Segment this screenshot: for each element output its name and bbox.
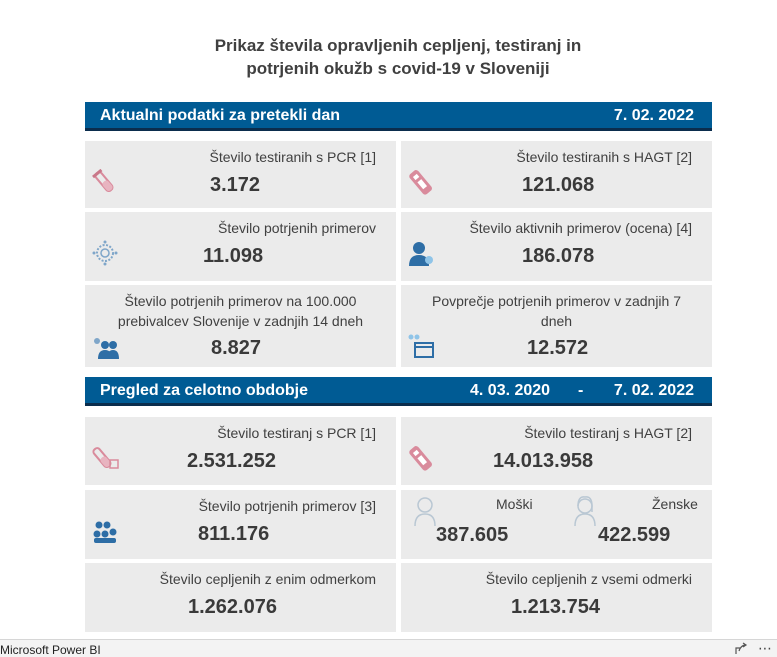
virus-icon bbox=[91, 240, 119, 266]
female-icon bbox=[573, 496, 597, 526]
card-hagt-tested[interactable] bbox=[401, 141, 712, 208]
card-value: 3.172 bbox=[210, 174, 261, 196]
section-date: 7. 02. 2022 bbox=[613, 107, 694, 124]
card-label bbox=[95, 291, 386, 331]
title-line-2: potrjenih okužb s covid-19 v Sloveniji bbox=[246, 59, 550, 78]
section-date-to: 7. 02. 2022 bbox=[613, 382, 694, 399]
card-label-line-2: prebivalcev Slovenije v zadnjih 14 dneh bbox=[117, 313, 364, 329]
card-label-line-2: dneh bbox=[540, 313, 573, 329]
test-tube-icon bbox=[91, 445, 119, 471]
card-value: 121.068 bbox=[522, 174, 595, 196]
group-icon bbox=[91, 335, 119, 361]
card-value: 811.176 bbox=[198, 523, 270, 545]
female-value: 422.599 bbox=[598, 524, 671, 546]
card-value: 11.098 bbox=[203, 245, 264, 267]
card-label: Število testiranj s HAGT [2] bbox=[524, 425, 692, 441]
card-label: Število cepljenih z vsemi odmerki bbox=[485, 571, 692, 587]
report-title bbox=[80, 34, 716, 80]
card-value: 8.827 bbox=[211, 337, 262, 359]
card-label: Število testiranj s PCR [1] bbox=[217, 425, 376, 441]
card-label bbox=[411, 291, 702, 331]
more-options-icon[interactable]: ⋯ bbox=[758, 640, 772, 656]
male-label: Moški bbox=[496, 496, 533, 512]
card-label: Število testiranih s HAGT [2] bbox=[516, 149, 692, 165]
card-label: Število testiranih s PCR [1] bbox=[209, 149, 376, 165]
card-cases-per-100k[interactable] bbox=[85, 285, 396, 367]
card-value: 14.013.958 bbox=[493, 450, 594, 472]
card-label: Število cepljenih z enim odmerkom bbox=[159, 571, 376, 587]
card-total-confirmed[interactable] bbox=[85, 490, 396, 559]
card-value: 2.531.252 bbox=[187, 450, 276, 472]
section-full-period-header bbox=[85, 377, 712, 406]
card-confirmed-cases[interactable] bbox=[85, 212, 396, 281]
section-date-dash: - bbox=[578, 382, 584, 399]
powerbi-footer-bar bbox=[0, 639, 777, 657]
title-line-1: Prikaz števila opravljenih cepljenj, testiranj in bbox=[214, 36, 582, 55]
powerbi-link[interactable]: Microsoft Power BI bbox=[0, 643, 101, 657]
calendar-icon bbox=[407, 333, 435, 359]
test-tube-icon bbox=[91, 169, 119, 195]
card-label: Število potrjenih primerov [3] bbox=[198, 498, 376, 514]
section-label: Aktualni podatki za pretekli dan bbox=[100, 107, 341, 124]
report-canvas bbox=[80, 14, 716, 634]
card-value: 12.572 bbox=[527, 337, 589, 359]
section-date-from: 4. 03. 2020 bbox=[470, 382, 551, 399]
card-total-pcr[interactable] bbox=[85, 417, 396, 485]
rapid-test-icon bbox=[407, 169, 435, 195]
person-icon bbox=[407, 240, 435, 266]
male-value: 387.605 bbox=[436, 524, 509, 546]
group-icon bbox=[91, 518, 119, 544]
card-value: 186.078 bbox=[522, 245, 595, 267]
card-vaccinated-one-dose[interactable] bbox=[85, 563, 396, 632]
section-label: Pregled za celotno obdobje bbox=[100, 382, 309, 399]
card-label-line-1: Povprečje potrjenih primerov v zadnjih 7 bbox=[431, 293, 681, 309]
card-7day-average[interactable] bbox=[401, 285, 712, 367]
card-vaccinated-all-doses[interactable] bbox=[401, 563, 712, 632]
card-value: 1.262.076 bbox=[188, 596, 277, 618]
rapid-test-icon bbox=[407, 445, 435, 471]
card-label-line-1: Število potrjenih primerov na 100.000 bbox=[124, 293, 357, 309]
male-icon bbox=[413, 496, 437, 526]
card-total-hagt[interactable] bbox=[401, 417, 712, 485]
card-label: Število aktivnih primerov (ocena) [4] bbox=[469, 220, 692, 236]
card-label: Število potrjenih primerov bbox=[218, 220, 376, 236]
section-current-day-header bbox=[85, 102, 712, 131]
card-active-cases[interactable] bbox=[401, 212, 712, 281]
card-pcr-tested[interactable] bbox=[85, 141, 396, 208]
card-value: 1.213.754 bbox=[511, 596, 600, 618]
female-label: Ženske bbox=[652, 496, 698, 512]
share-icon[interactable] bbox=[734, 642, 748, 656]
card-gender-split[interactable] bbox=[401, 490, 712, 559]
